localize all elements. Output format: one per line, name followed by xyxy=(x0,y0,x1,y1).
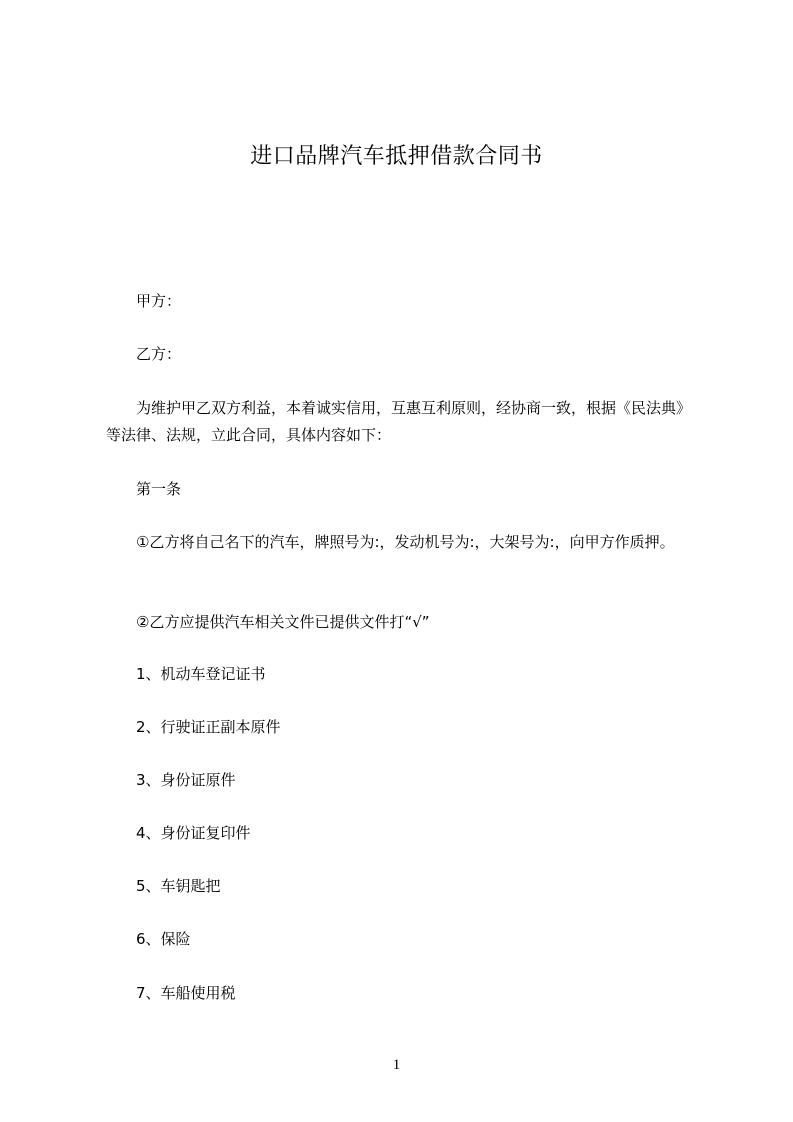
list-item: 2、行驶证正副本原件 xyxy=(136,718,281,736)
clause-1-paragraph: ①乙方将自己名下的汽车，牌照号为:，发动机号为:，大架号为:，向甲方作质押。 xyxy=(136,533,675,551)
list-item: 1、机动车登记证书 xyxy=(136,665,266,683)
list-item: 7、车船使用税 xyxy=(136,984,236,1002)
document-title: 进口品牌汽车抵押借款合同书 xyxy=(250,144,543,169)
article-heading: 第一条 xyxy=(136,480,182,498)
list-item: 3、身份证原件 xyxy=(136,771,236,789)
party-a-line: 甲方： xyxy=(136,292,182,310)
page-number: 1 xyxy=(392,1057,401,1073)
preamble-paragraph: 为维护甲乙双方利益，本着诚实信用，互惠互利原则，经协商一致，根据《民法典》等法律、法规，立此合同，具体内容如下： xyxy=(106,399,692,444)
list-item: 6、保险 xyxy=(136,930,191,948)
party-b-line: 乙方： xyxy=(136,345,182,363)
list-item: 5、车钥匙把 xyxy=(136,877,221,895)
clause-2-paragraph: ②乙方应提供汽车相关文件已提供文件打“√” xyxy=(136,613,430,631)
list-item: 4、身份证复印件 xyxy=(136,824,251,842)
